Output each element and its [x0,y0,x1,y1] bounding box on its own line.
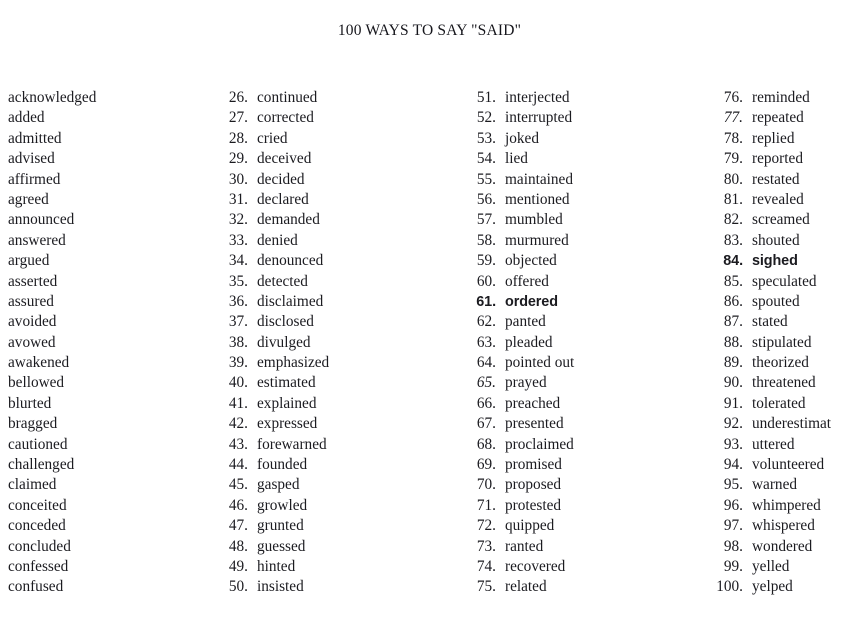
word-entry [218,557,433,577]
word-entry [466,373,681,393]
word-entry [713,577,859,597]
entry-number: 88. [723,333,743,351]
word-entry [713,272,859,292]
entry-word: insisted [257,578,304,596]
word-entry [466,537,681,557]
entry-number: 79. [723,150,743,168]
entry-word: claimed [8,476,57,494]
entry-word: grunted [257,517,304,535]
entry-word: interjected [505,89,570,106]
entry-word: agreed [8,190,49,208]
word-entry [218,292,433,312]
entry-number: 74. [476,557,496,575]
word-column-3 [466,88,681,598]
entry-number: 73. [476,537,496,555]
entry-word: concluded [8,537,71,555]
entry-word: guessed [257,537,306,555]
word-entry [8,333,208,353]
entry-word: uttered [752,435,795,453]
word-column-4 [713,88,859,598]
word-entry [218,231,433,251]
entry-word: disclaimed [257,292,324,310]
entry-number: 63. [476,333,496,351]
entry-word: sighed [752,253,798,270]
word-entry [218,210,433,230]
word-entry [466,251,681,271]
entry-word: corrected [257,109,314,127]
entry-word: emphasized [257,354,330,372]
entry-number: 68. [476,435,496,453]
word-entry [466,210,681,230]
entry-word: related [505,578,547,596]
entry-number: 28. [228,129,248,147]
word-entry [8,251,208,271]
entry-number: 92. [723,415,743,433]
word-entry [8,108,208,128]
word-entry [218,577,433,597]
entry-word: panted [505,313,546,331]
entry-word: stipulated [752,333,812,351]
entry-word: threatened [752,374,816,392]
entry-word: volunteered [752,456,825,474]
entry-word: advised [8,150,55,168]
word-entry [713,414,859,434]
entry-word: pointed out [505,354,575,372]
word-entry [466,496,681,516]
entry-word: denied [257,231,298,249]
entry-number: 48. [228,537,248,555]
entry-word: proclaimed [505,435,574,453]
word-entry [8,557,208,577]
word-entry [218,312,433,332]
entry-word: assured [8,292,54,310]
word-entry [466,129,681,149]
word-entry [8,88,208,108]
entry-word: revealed [752,190,804,208]
entry-word: prayed [505,374,547,392]
word-entry [8,353,208,373]
word-entry [713,292,859,312]
entry-number: 86. [723,292,743,310]
entry-word: mumbled [505,211,563,229]
entry-number: 100. [716,578,743,596]
word-entry [218,149,433,169]
word-entry [218,475,433,495]
entry-word: cautioned [8,435,68,453]
entry-number: 34. [228,252,248,270]
entry-word: protested [505,496,562,514]
entry-word: lied [505,150,528,168]
entry-word: acknowledged [8,89,97,106]
word-entry [466,435,681,455]
word-entry [713,231,859,251]
word-entry [8,190,208,210]
entry-number: 55. [476,170,496,188]
entry-number: 26. [228,89,248,106]
entry-number: 42. [228,415,248,433]
entry-number: 31. [228,190,248,208]
word-entry [466,475,681,495]
word-entry [713,455,859,475]
entry-word: whispered [752,517,815,535]
entry-number: 89. [723,354,743,372]
entry-number: 52. [476,109,496,127]
entry-word: hinted [257,557,296,575]
entry-number: 82. [723,211,743,229]
entry-number: 94. [723,456,743,474]
entry-number: 39. [228,354,248,372]
entry-number: 56. [476,190,496,208]
entry-number: 59. [476,252,496,270]
entry-word: murmured [505,231,569,249]
entry-word: yelped [752,578,793,596]
entry-number: 30. [228,170,248,188]
entry-word: quipped [505,517,555,535]
entry-word: deceived [257,150,312,168]
entry-number: 90. [723,374,743,392]
word-entry [8,414,208,434]
entry-word: screamed [752,211,810,229]
word-entry [713,149,859,169]
entry-number: 45. [228,476,248,494]
word-entry [466,292,681,312]
entry-word: promised [505,456,562,474]
entry-word: speculated [752,272,817,290]
entry-word: reminded [752,89,810,106]
entry-number: 66. [476,394,496,412]
word-entry [713,537,859,557]
entry-word: pleaded [505,333,553,351]
entry-word: expressed [257,415,318,433]
word-entry [466,231,681,251]
entry-word: theorized [752,354,809,372]
entry-word: mentioned [505,190,570,208]
word-entry [713,251,859,271]
word-entry [713,333,859,353]
entry-word: avoided [8,313,57,331]
word-entry [713,129,859,149]
entry-word: cried [257,129,288,147]
entry-word: offered [505,272,549,290]
word-entry [713,108,859,128]
entry-word: spouted [752,292,800,310]
entry-word: forewarned [257,435,327,453]
word-entry [218,108,433,128]
entry-word: ordered [505,293,558,310]
entry-word: conceded [8,517,66,535]
entry-number: 70. [476,476,496,494]
word-entry [8,496,208,516]
entry-number: 80. [723,170,743,188]
entry-number: 35. [228,272,248,290]
word-entry [218,190,433,210]
word-entry [8,210,208,230]
word-entry [8,435,208,455]
word-entry [8,312,208,332]
word-entry [466,170,681,190]
entry-word: disclosed [257,313,314,331]
entry-number: 81. [723,190,743,208]
word-entry [713,170,859,190]
word-entry [218,373,433,393]
entry-word: replied [752,129,795,147]
entry-number: 77. [723,109,743,127]
entry-word: declared [257,190,309,208]
entry-number: 50. [228,578,248,596]
word-entry [218,516,433,536]
entry-word: growled [257,496,308,514]
entry-number: 91. [723,394,743,412]
word-entry [8,373,208,393]
entry-word: tolerated [752,394,806,412]
entry-word: presented [505,415,564,433]
entry-number: 99. [723,557,743,575]
entry-number: 29. [228,150,248,168]
word-entry [8,129,208,149]
entry-word: admitted [8,129,62,147]
entry-word: stated [752,313,788,331]
entry-word: challenged [8,456,75,474]
word-entry [466,272,681,292]
word-entry [466,333,681,353]
entry-word: affirmed [8,170,61,188]
word-entry [466,414,681,434]
entry-word: denounced [257,252,324,270]
entry-word: whimpered [752,496,821,514]
entry-number: 40. [228,374,248,392]
word-entry [466,455,681,475]
entry-word: announced [8,211,75,229]
word-entry [713,496,859,516]
entry-number: 64. [476,354,496,372]
word-column-1 [8,88,208,598]
word-entry [218,537,433,557]
word-entry [713,88,859,108]
word-entry [713,312,859,332]
entry-word: conceited [8,496,67,514]
entry-number: 54. [476,150,496,168]
word-entry [218,170,433,190]
entry-word: maintained [505,170,573,188]
word-entry [713,373,859,393]
entry-number: 95. [723,476,743,494]
entry-number: 76. [723,89,743,106]
word-entry [218,251,433,271]
word-entry [466,88,681,108]
entry-word: warned [752,476,798,494]
entry-word: repeated [752,109,804,127]
word-entry [8,292,208,312]
word-entry [218,394,433,414]
entry-number: 49. [228,557,248,575]
word-entry [466,577,681,597]
word-entry [713,353,859,373]
entry-word: interrupted [505,109,573,127]
word-entry [8,394,208,414]
entry-number: 36. [228,292,248,310]
entry-number: 37. [228,313,248,331]
entry-number: 97. [723,517,743,535]
entry-word: wondered [752,537,813,555]
entry-word: confessed [8,557,69,575]
entry-word: explained [257,394,317,412]
word-entry [218,272,433,292]
entry-word: confused [8,578,64,596]
word-entry [466,312,681,332]
entry-number: 47. [228,517,248,535]
entry-number: 69. [476,456,496,474]
word-entry [466,108,681,128]
entry-number: 65. [476,374,496,392]
entry-word: continued [257,89,318,106]
entry-word: restated [752,170,800,188]
entry-number: 41. [228,394,248,412]
entry-number: 32. [228,211,248,229]
word-entry [713,190,859,210]
entry-word: asserted [8,272,58,290]
word-entry [8,149,208,169]
word-entry [713,210,859,230]
entry-number: 46. [228,496,248,514]
entry-word: estimated [257,374,316,392]
word-entry [218,455,433,475]
entry-word: awakened [8,354,70,372]
entry-number: 61. [476,293,496,310]
entry-word: demanded [257,211,320,229]
word-entry [8,231,208,251]
entry-number: 38. [228,333,248,351]
entry-number: 78. [723,129,743,147]
entry-number: 87. [723,313,743,331]
word-entry [8,516,208,536]
entry-word: gasped [257,476,300,494]
entry-number: 98. [723,537,743,555]
entry-word: added [8,109,45,127]
word-entry [218,129,433,149]
entry-number: 96. [723,496,743,514]
word-entry [8,475,208,495]
word-column-2 [218,88,433,598]
entry-number: 27. [228,109,248,127]
entry-word: objected [505,252,557,270]
word-entry [8,455,208,475]
entry-word: bellowed [8,374,65,392]
word-entry [8,537,208,557]
entry-word: yelled [752,557,790,575]
word-entry [218,435,433,455]
entry-number: 51. [476,89,496,106]
word-entry [466,516,681,536]
entry-word: proposed [505,476,562,494]
word-entry [713,475,859,495]
word-entry [466,149,681,169]
word-entry [218,353,433,373]
page-title: 100 WAYS TO SAY "SAID" [337,22,522,39]
word-entry [218,333,433,353]
word-entry [466,557,681,577]
entry-word: blurted [8,394,52,412]
entry-number: 58. [476,231,496,249]
entry-word: argued [8,252,50,270]
entry-word: preached [505,394,561,412]
entry-number: 57. [476,211,496,229]
entry-word: answered [8,231,66,249]
word-entry [218,88,433,108]
entry-word: detected [257,272,308,290]
entry-word: joked [505,129,539,147]
entry-number: 85. [723,272,743,290]
entry-word: recovered [505,557,566,575]
entry-number: 93. [723,435,743,453]
word-entry [8,170,208,190]
entry-number: 62. [476,313,496,331]
entry-number: 71. [476,496,496,514]
word-entry [466,394,681,414]
entry-number: 67. [476,415,496,433]
entry-word: ranted [505,537,544,555]
word-entry [713,516,859,536]
word-entry [466,190,681,210]
entry-number: 43. [228,435,248,453]
word-entry [218,414,433,434]
entry-number: 60. [476,272,496,290]
word-entry [713,394,859,414]
word-entry [713,557,859,577]
entry-word: divulged [257,333,311,351]
entry-number: 33. [228,231,248,249]
entry-number: 53. [476,129,496,147]
word-entry [713,435,859,455]
entry-number: 84. [723,253,743,270]
entry-word: reported [752,150,803,168]
entry-word: shouted [752,231,800,249]
entry-number: 83. [723,231,743,249]
entry-word: bragged [8,415,58,433]
entry-word: decided [257,170,305,188]
word-entry [8,272,208,292]
word-entry [218,496,433,516]
entry-word: avowed [8,333,56,351]
word-entry [8,577,208,597]
entry-word: underestimat [752,415,832,433]
entry-number: 75. [476,578,496,596]
entry-word: founded [257,456,308,474]
entry-number: 44. [228,456,248,474]
entry-number: 72. [476,517,496,535]
word-entry [466,353,681,373]
